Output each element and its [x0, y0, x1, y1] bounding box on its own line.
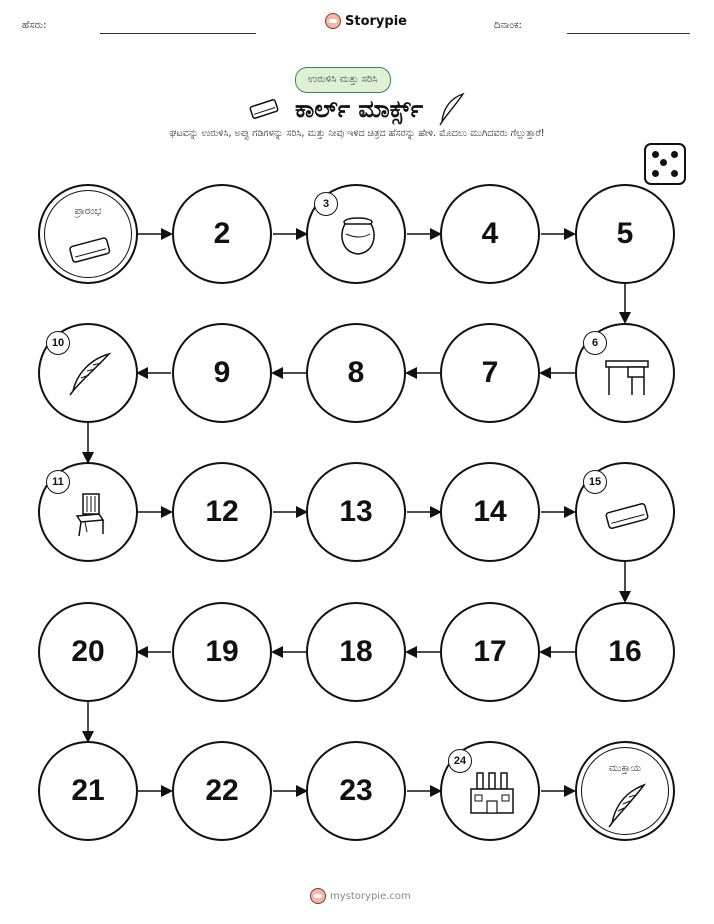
space-number: 2: [213, 217, 231, 250]
pot-icon: [333, 214, 383, 259]
space-11[interactable]: [38, 462, 138, 562]
space-3[interactable]: [306, 184, 406, 284]
space-24[interactable]: [440, 741, 540, 841]
space-number: 20: [71, 635, 105, 668]
space-12[interactable]: [172, 462, 272, 562]
chair-icon: [65, 492, 115, 537]
space-16[interactable]: [575, 602, 675, 702]
space-6[interactable]: [575, 323, 675, 423]
brand-name: Storypie: [345, 13, 407, 29]
name-label: ಹೆಸರು:: [22, 20, 47, 31]
mascot-icon: [310, 888, 326, 904]
space-number: 18: [339, 635, 373, 668]
space-22[interactable]: [172, 741, 272, 841]
space-number: 12: [205, 495, 239, 528]
space-number: 22: [205, 774, 239, 807]
space-number: 5: [616, 217, 634, 250]
space-number: 4: [481, 217, 499, 250]
space-number-badge: 3: [314, 192, 338, 216]
finish-label: ಮುಕ್ತಾಯ: [608, 763, 642, 774]
space-number: 9: [213, 356, 231, 389]
space-10[interactable]: [38, 323, 138, 423]
footer: [310, 888, 411, 904]
book-icon: [65, 226, 115, 271]
space-number: 21: [71, 774, 105, 807]
space-14[interactable]: [440, 462, 540, 562]
space-number: 14: [473, 495, 507, 528]
space-number: 8: [347, 356, 365, 389]
space-7[interactable]: [440, 323, 540, 423]
quill-icon: [602, 783, 652, 828]
space-20[interactable]: [38, 602, 138, 702]
footer-url: mystorypie.com: [330, 890, 411, 902]
space-23[interactable]: [306, 741, 406, 841]
space-17[interactable]: [440, 602, 540, 702]
space-9[interactable]: [172, 323, 272, 423]
space-number: 16: [608, 635, 642, 668]
space-15[interactable]: [575, 462, 675, 562]
space-13[interactable]: [306, 462, 406, 562]
date-label: ದಿನಾಂಕ:: [494, 20, 522, 31]
space-2[interactable]: [172, 184, 272, 284]
space-number: 7: [481, 356, 499, 389]
space-number: 19: [205, 635, 239, 668]
instructions: ಘಟವನ್ನು ಉರುಳಿಸಿ, ಅಪ್ಪು ಗಡಿಗಳನ್ನು ಸರಿಸಿ, ಮತ್ತು ನೀವು ಇಳಿದ ಚಿತ್ರದ ಹೆಸರನ್ನು ಹೇಳಿ. ಮೊದಲು ಮುಗಿದವರು ಗೆಲ್ಲುತ್ತಾರೆ!: [169, 128, 545, 139]
quill-icon: [65, 351, 115, 396]
space-finish[interactable]: [575, 741, 675, 841]
space-start[interactable]: [38, 184, 138, 284]
desk-icon: [602, 355, 652, 400]
space-number-badge: 11: [46, 470, 70, 494]
space-number: 13: [339, 495, 373, 528]
activity-badge: ಉರುಳಿಸಿ ಮತ್ತು ಸರಿಸಿ: [295, 67, 391, 93]
factory-icon: [467, 771, 517, 816]
space-4[interactable]: [440, 184, 540, 284]
space-number-badge: 15: [583, 470, 607, 494]
space-21[interactable]: [38, 741, 138, 841]
space-5[interactable]: [575, 184, 675, 284]
space-18[interactable]: [306, 602, 406, 702]
space-19[interactable]: [172, 602, 272, 702]
space-8[interactable]: [306, 323, 406, 423]
book-icon: [602, 494, 652, 539]
space-number-badge: 10: [46, 331, 70, 355]
space-number: 17: [473, 635, 507, 668]
space-number-badge: 6: [583, 331, 607, 355]
page-title: ಕಾರ್ಲ್ ಮಾರ್ಕ್ಸ್: [295, 95, 423, 123]
start-label: ಪ್ರಾರಂಭ: [74, 206, 102, 217]
space-number: 23: [339, 774, 373, 807]
space-number-badge: 24: [448, 749, 472, 773]
